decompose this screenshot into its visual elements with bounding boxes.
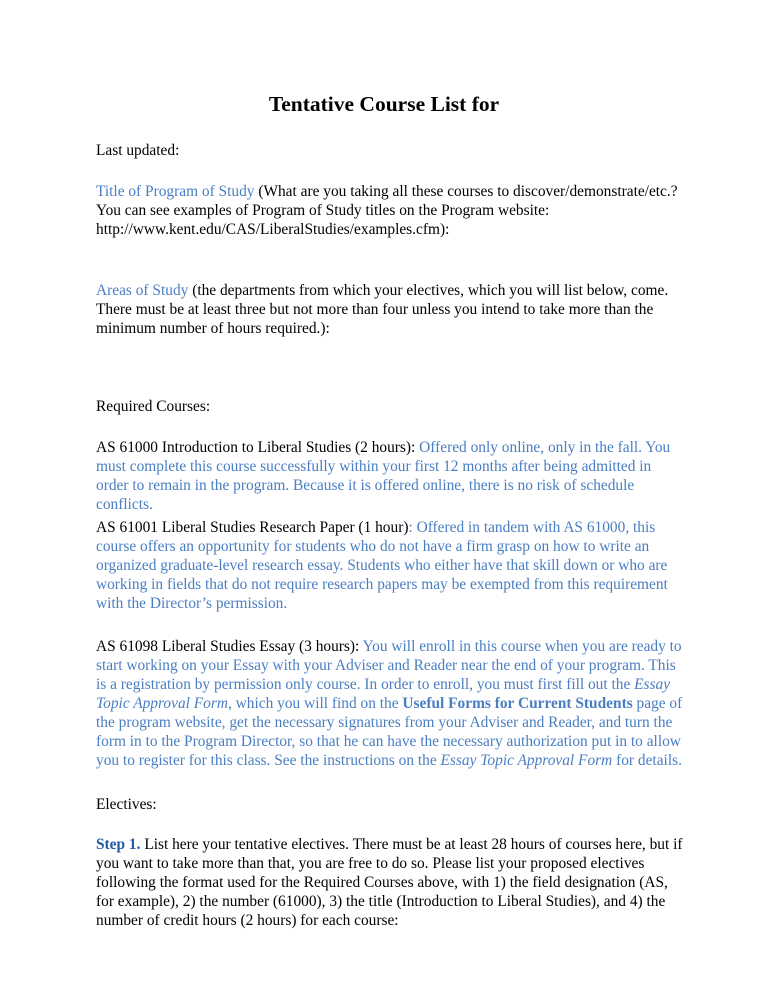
document-title: Tentative Course List for bbox=[268, 92, 500, 116]
last-updated-line: Last updated: bbox=[96, 142, 180, 159]
areas-of-study-paragraph bbox=[96, 281, 686, 338]
course-as61098-desc-d: for details. bbox=[612, 752, 682, 769]
essay-form-name-2: Essay Topic Approval Form bbox=[440, 752, 613, 769]
required-courses-heading: Required Courses: bbox=[96, 398, 211, 415]
course-as61001-desc: : Offered in tandem with AS 61000, this course offers an opportunity for students who do not have a firm grasp on how to write an organized graduate-level research essay. Students who either have that skill down or who are working in fields that do not require research papers may be exempted from this requirement with the Director’s permission. bbox=[96, 519, 668, 612]
course-as61000-desc: Offered only online, only in the fall. You must complete this course successfully within your first 12 months after being admitted in order to remain in the program. Because it is offered online, there is no risk of schedule conflicts. bbox=[96, 439, 671, 513]
step1-text: List here your tentative electives. There must be at least 28 hours of courses here, but if you want to take more than that, you are free to do so. Please list your proposed electives following the format used for the Required Courses above, with 1) the field designation (AS, for example), 2) the number (61000), 3) the title (Introduction to Liberal Studies), and 4) the number of credit hours (2 hours) for each course: bbox=[96, 836, 683, 929]
course-as61001 bbox=[96, 518, 686, 613]
areas-of-study-label: Areas of Study bbox=[96, 282, 189, 299]
course-as61098-desc-b: , which you will find on the bbox=[227, 695, 403, 712]
course-as61000-name: AS 61000 Introduction to Liberal Studies (2 hours): bbox=[96, 439, 420, 456]
areas-of-study-text: (the departments from which your electives, which you will list below, come. There must be at least three but not more than four unless you intend to take more than the minimum number of hours required.): bbox=[96, 282, 669, 337]
course-as61098-name: AS 61098 Liberal Studies Essay (3 hours): bbox=[96, 638, 363, 655]
program-title-text: (What are you taking all these courses to discover/demonstrate/etc.? You can see examples of Program of Study titles on the Program website: http://www.kent.edu/CAS/LiberalStudies/examples.cfm): bbox=[96, 183, 678, 238]
step1-label: Step 1. bbox=[96, 836, 141, 853]
step1-paragraph bbox=[96, 835, 686, 930]
course-as61098 bbox=[96, 637, 686, 770]
course-as61001-name: AS 61001 Liberal Studies Research Paper (1 hour) bbox=[96, 519, 409, 536]
program-title-label: Title of Program of Study bbox=[96, 183, 255, 200]
course-as61098-desc-c: page of the program website, get the necessary signatures from your Adviser and Reader, and turn the form in to the Program Director, so that he can have the necessary authorization put in to allow you to register for this class. See the instructions on the bbox=[96, 695, 683, 769]
electives-heading: Electives: bbox=[96, 796, 157, 813]
course-as61098-desc-a: You will enroll in this course when you are ready to start working on your Essay with your Adviser and Reader near the end of your program. This is a registration by permission only course. In order to enroll, you must first fill out the bbox=[96, 638, 682, 693]
program-title-paragraph bbox=[96, 182, 686, 239]
essay-form-name: Essay Topic Approval Form bbox=[96, 676, 671, 712]
useful-forms-page-name: Useful Forms for Current Students bbox=[402, 695, 633, 712]
course-as61000 bbox=[96, 438, 686, 514]
